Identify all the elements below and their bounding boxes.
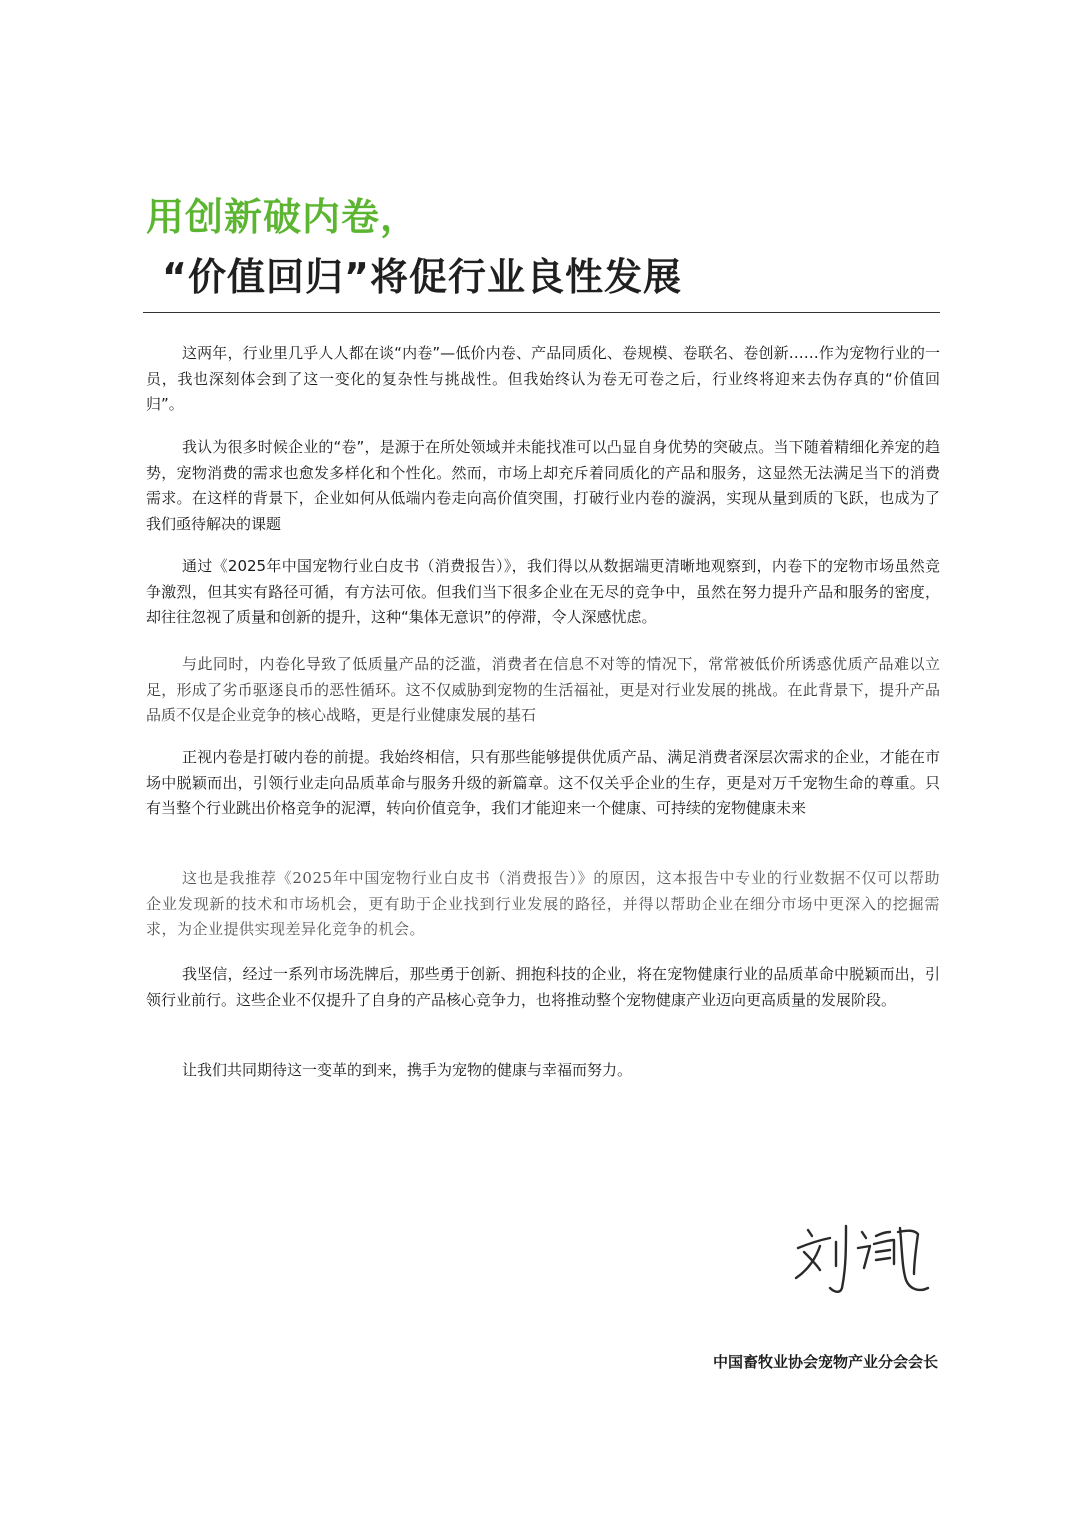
paragraph-5: 正视内卷是打破内卷的前提。我始终相信，只有那些能够提供优质产品、满足消费者深层次需求的企业，才能在市场中脱颖而出，引领行业走向品质革命与服务升级的新篇章。这不仅关乎企业的生存，更是对万千宠物生命的尊重。只有当整个行业跳出价格竞争的泥潭，转向价值竞争，我们才能迎来一个健康、可持续的宠物健康未来 [146, 748, 940, 817]
paragraph-7: 我坚信，经过一系列市场洗牌后，那些勇于创新、拥抱科技的企业，将在宠物健康行业的品质革命中脱颖而出，引领行业前行。这些企业不仅提升了自身的产品核心竞争力，也将推动整个宠物健康产业迈向更高质量的发展阶段。 [146, 965, 940, 1009]
paragraph-2: 我认为很多时候企业的“卷”，是源于在所处领域并未能找准可以凸显自身优势的突破点。当下随着精细化养宠的趋势，宠物消费的需求也愈发多样化和个性化。然而，市场上却充斥着同质化的产品和服务，这显然无法满足当下的消费需求。在这样的背景下，企业如何从低端内卷走向高价值突围，打破行业内卷的漩涡，实现从量到质的飞跃，也成为了我们亟待解决的课题 [146, 438, 940, 533]
page-title-line1: 用创新破内卷， [146, 195, 420, 239]
paragraph-6: 这也是我推荐《2025年中国宠物行业白皮书（消费报告）》的原因，这本报告中专业的行业数据不仅可以帮助企业发现新的技术和市场机会，更有助于企业找到行业发展的路径，并得以帮助企业在细分市场中更深入的挖掘需求，为企业提供实现差异化竞争的机会。 [146, 869, 940, 938]
signer-title: 中国畜牧业协会宠物产业分会会长 [712, 1353, 938, 1371]
paragraph-4: 与此同时，内卷化导致了低质量产品的泛滥，消费者在信息不对等的情况下，常常被低价所诱惑优质产品难以立足，形成了劣币驱逐良币的恶性循环。这不仅威胁到宠物的生活福祉，更是对行业发展的挑战。在此背景下，提升产品品质不仅是企业竞争的核心战略，更是行业健康发展的基石 [146, 655, 940, 724]
paragraph-1: 这两年，行业里几乎人人都在谈“内卷”—低价内卷、产品同质化、卷规模、卷联名、卷创新……作为宠物行业的一员，我也深刻体会到了这一变化的复杂性与挑战性。但我始终认为卷无可卷之后，行业终将迎来去伪存真的“价值回归”。 [146, 344, 940, 413]
handwritten-signature [790, 1218, 935, 1303]
paragraph-8: 让我们共同期待这一变革的到来，携手为宠物的健康与幸福而努力。 [182, 1061, 633, 1079]
page-title-line2: “价值回归”将促行业良性发展 [162, 255, 682, 299]
paragraph-3: 通过《2025年中国宠物行业白皮书（消费报告）》，我们得以从数据端更清晰地观察到，内卷下的宠物市场虽然竞争激烈，但其实有路径可循，有方法可依。但我们当下很多企业在无尽的竞争中，虽然在努力提升产品和服务的密度，却往往忽视了质量和创新的提升，这种“集体无意识”的停滞，令人深感忧虑。 [146, 557, 940, 626]
title-divider [143, 312, 940, 313]
